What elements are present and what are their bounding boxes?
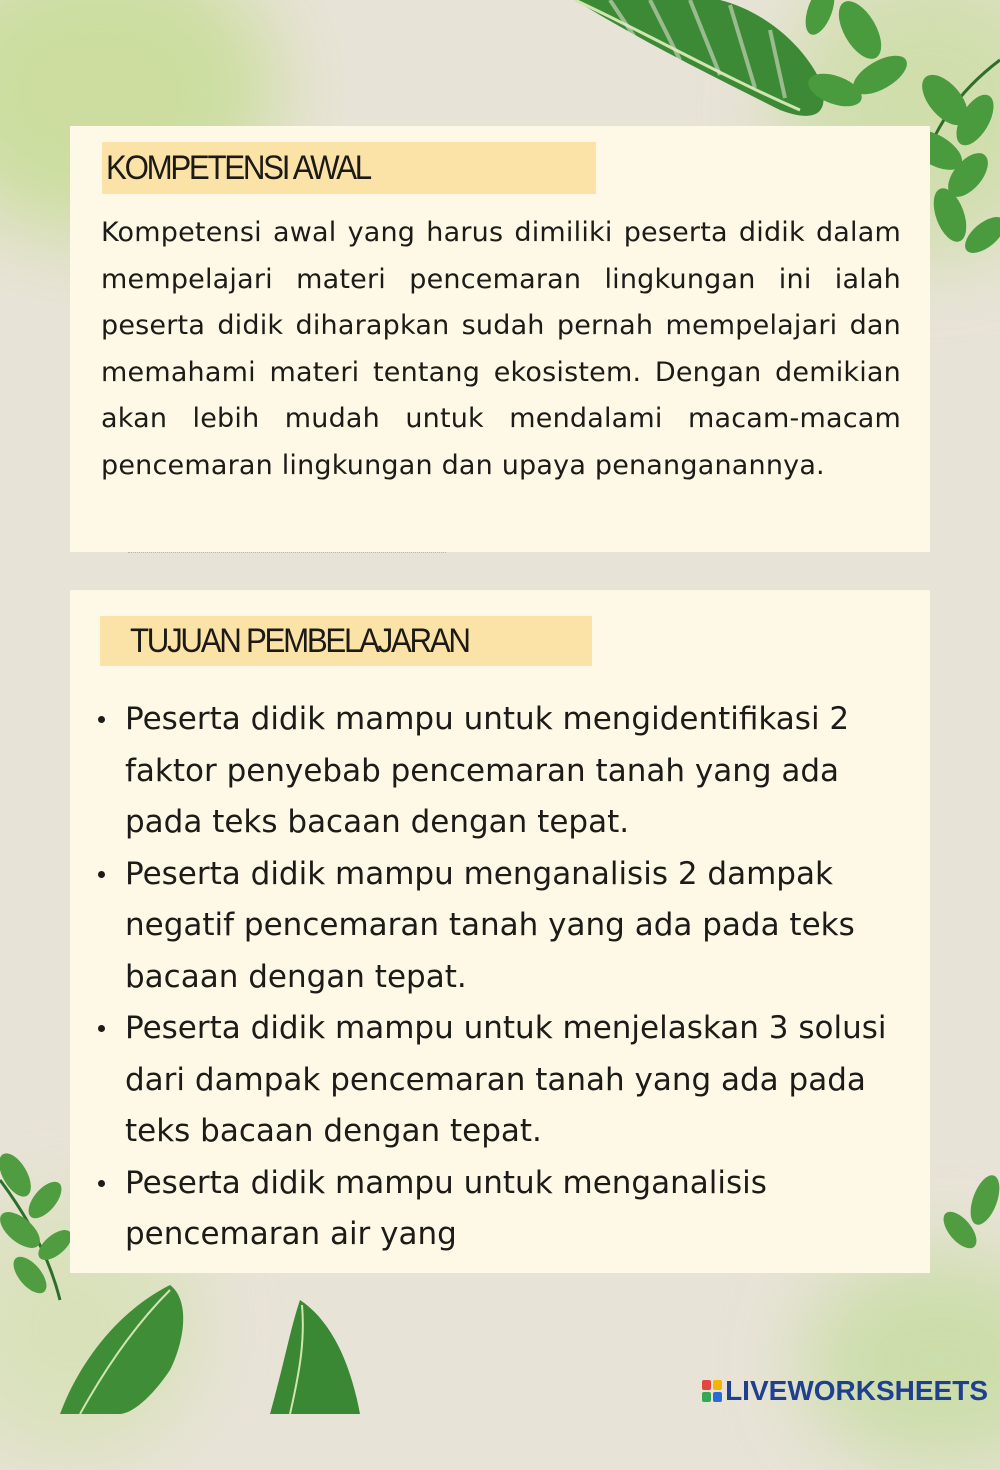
tujuan-pembelajaran-card [70, 590, 930, 1273]
bullet-icon [98, 716, 105, 723]
bottom-left-palm-leaf-icon [60, 1285, 360, 1414]
kompetensi-awal-paragraph: Kompetensi awal yang harus dimiliki peserta didik dalam mempelajari materi pencemaran lingkungan ini ialah peserta didik diharapkan sudah pernah mempelajari dan memahami materi tentang ekosistem. Dengan demikian akan lebih mudah untuk mendalami macam-macam pencemaran lingkungan dan upaya penanganannya. [101, 217, 901, 481]
list-item [125, 1003, 915, 1158]
bullet-icon [98, 1180, 105, 1187]
list-item [125, 694, 915, 849]
list-item-text: Peserta didik mampu untuk mengidentifikasi 2 faktor penyebab pencemaran tanah yang ada pada teks bacaan dengan tepat. [125, 701, 850, 840]
list-item-text: Peserta didik mampu untuk menganalisis pencemaran air yang [125, 1164, 767, 1252]
bottom-left-sprig-icon [0, 1148, 77, 1300]
list-item [125, 849, 915, 1004]
liveworksheets-logo-icon [702, 1380, 722, 1402]
bullet-icon [98, 871, 105, 878]
kompetensi-awal-card [70, 126, 930, 552]
kompetensi-awal-heading: KOMPETENSI AWAL [106, 149, 370, 187]
dotted-divider [128, 552, 446, 553]
list-item-text: Peserta didik mampu untuk menjelaskan 3 solusi dari dampak pencemaran tanah yang ada pada teks bacaan dengan tepat. [125, 1010, 887, 1149]
top-palm-leaf-icon [575, 0, 824, 116]
list-item [125, 1158, 915, 1261]
tujuan-pembelajaran-heading: TUJUAN PEMBELAJARAN [130, 622, 469, 660]
list-item-text: Peserta didik mampu menganalisis 2 dampak negatif pencemaran tanah yang ada pada teks bacaan dengan tepat. [125, 855, 855, 995]
brand-text: LIVEWORKSHEETS [725, 1375, 988, 1406]
liveworksheets-brand[interactable] [702, 1375, 988, 1407]
bottom-right-sprig-icon [937, 1171, 1000, 1253]
learning-objectives-list [125, 694, 915, 1261]
bullet-icon [98, 1025, 105, 1032]
